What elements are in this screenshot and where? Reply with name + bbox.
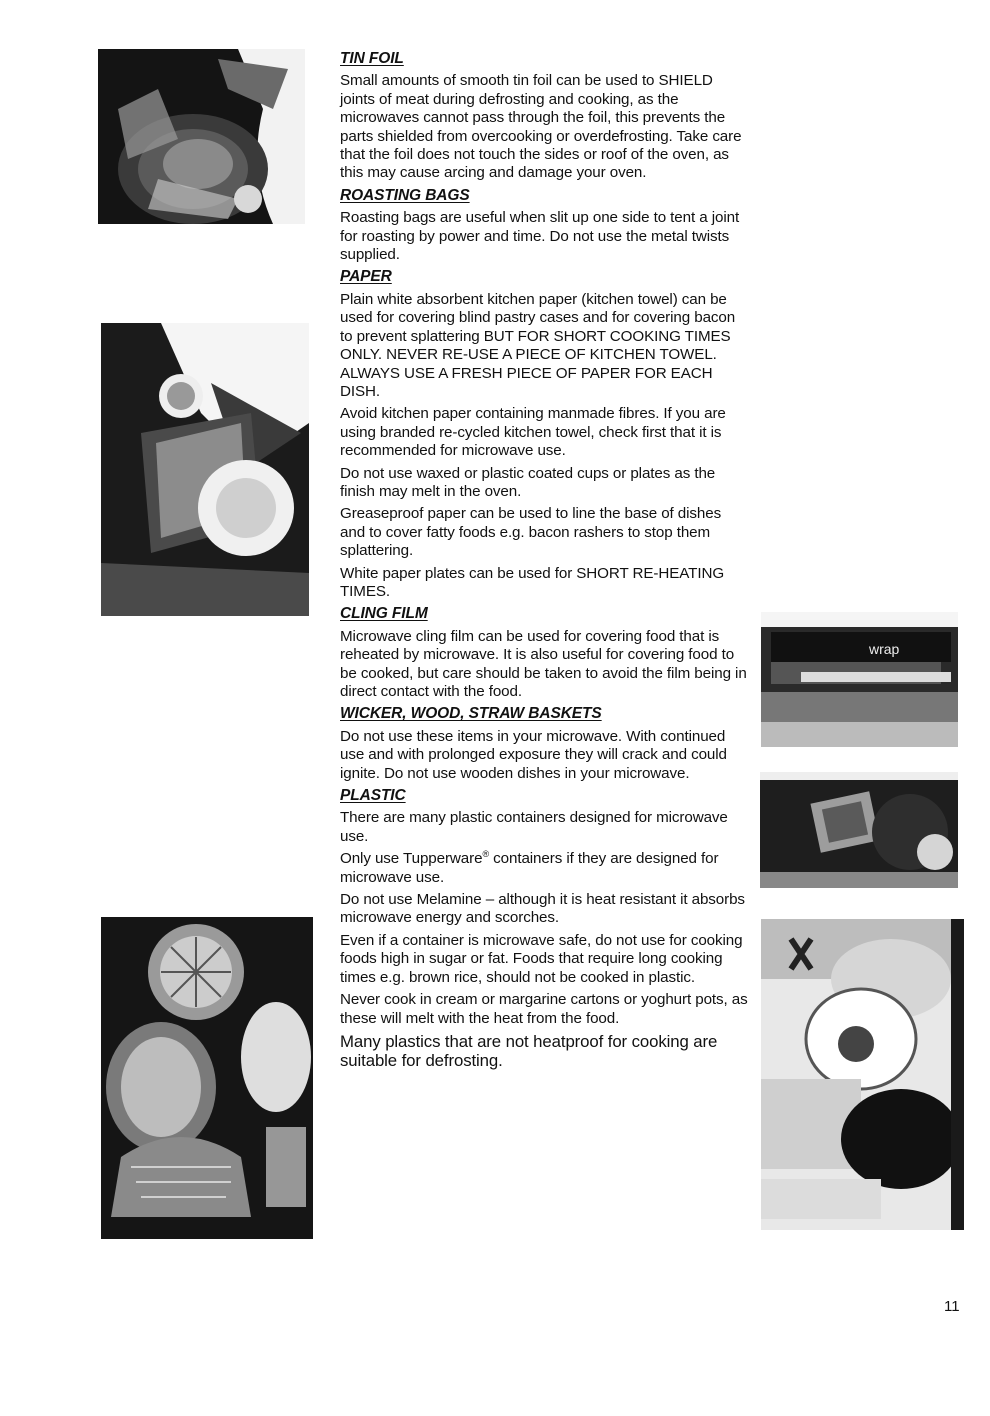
section-paragraph: Small amounts of smooth tin foil can be used to SHIELD joints of meat during defrosting and cooking, as the microwaves cannot pass through the foil, this prevents the parts shielded from overcooking or overdefrosting. Take care that the foil does not touch the sides or roof of the oven, as this may cause arcing and damage your oven.: [340, 72, 742, 182]
content-column: [340, 50, 750, 1075]
section-heading: PAPER: [340, 268, 392, 286]
cling-wrap-box-label: wrap: [869, 641, 900, 657]
section-wicker-wood-straw: [340, 705, 750, 783]
page-number: 11: [944, 1298, 960, 1315]
section-paragraph: Microwave cling film can be used for covering food that is reheated by microwave. It is also useful for covering food to be cooked, but care should be taken to avoid the film being in direct contact with the food.: [340, 627, 747, 700]
cling-film-photo: [761, 612, 958, 747]
section-paragraph: Do not use waxed or plastic coated cups or plates as the finish may melt in the oven.: [340, 464, 716, 500]
registered-mark: ®: [482, 849, 490, 860]
section-paragraph: Plain white absorbent kitchen paper (kitchen towel) can be used for covering blind pastry cases and for covering bacon to prevent splattering BUT FOR SHORT COOKING TIMES ONLY. NEVER RE-USE A PIECE OF KITCHEN TOWEL. ALWAYS USE A FRESH PIECE OF PAPER FOR EACH DISH.: [340, 290, 736, 400]
tupperware-text-rest: containers if they are designed for microwave use.: [340, 850, 719, 886]
section-paragraph: Avoid kitchen paper containing manmade fibres. If you are using branded re-cycled kitchen towel, check first that it is recommended for microwave use.: [340, 405, 726, 460]
section-paragraph: Roasting bags are useful when slit up one side to tent a joint for roasting by power and time. Do not use the metal twists supplied.: [340, 209, 740, 264]
wicker-basket-photo: [760, 772, 958, 888]
plastic-cartons-photo: [761, 919, 964, 1230]
paper-photo: [101, 323, 309, 616]
section-paragraph: Never cook in cream or margarine cartons or yoghurt pots, as these will melt with the heat from the food.: [340, 991, 748, 1027]
section-heading: TIN FOIL: [340, 50, 404, 67]
section-roasting-bags: [340, 187, 750, 265]
section-cling-film: [340, 605, 750, 701]
section-plastic: [340, 787, 750, 1071]
section-paragraph: Do not use these items in your microwave. With continued use and with prolonged exposure they will crack and could ignite. Do not use wooden dishes in your microwave.: [340, 727, 727, 782]
tupperware-text: Only use Tupperware: [340, 850, 483, 868]
section-paragraph: There are many plastic containers designed for microwave use.: [340, 809, 728, 845]
section-heading: PLASTIC: [340, 787, 406, 805]
section-heading: WICKER, WOOD, STRAW BASKETS: [340, 705, 602, 723]
section-paragraph: Greaseproof paper can be used to line the base of dishes and to cover fatty foods e.g. bacon rashers to stop them splattering.: [340, 505, 722, 560]
section-heading: CLING FILM: [340, 605, 428, 623]
section-paragraph: Even if a container is microwave safe, do not use for cooking foods high in sugar or fat. Foods that require long cooking times e.g. brown rice, should not be cooked in plastic.: [340, 931, 743, 986]
section-paragraph: White paper plates can be used for SHORT RE-HEATING TIMES.: [340, 564, 725, 600]
plastic-containers-photo: [101, 917, 313, 1239]
section-heading: ROASTING BAGS: [340, 186, 470, 204]
tin-foil-photo: [98, 49, 305, 224]
section-tin-foil: [340, 50, 750, 183]
section-paragraph: Do not use Melamine – although it is heat resistant it absorbs microwave energy and scorches.: [340, 891, 745, 927]
tupperware-paragraph: [340, 850, 750, 887]
section-paper: [340, 268, 750, 601]
section-paragraph-large: Many plastics that are not heatproof for cooking are suitable for defrosting.: [340, 1031, 718, 1071]
